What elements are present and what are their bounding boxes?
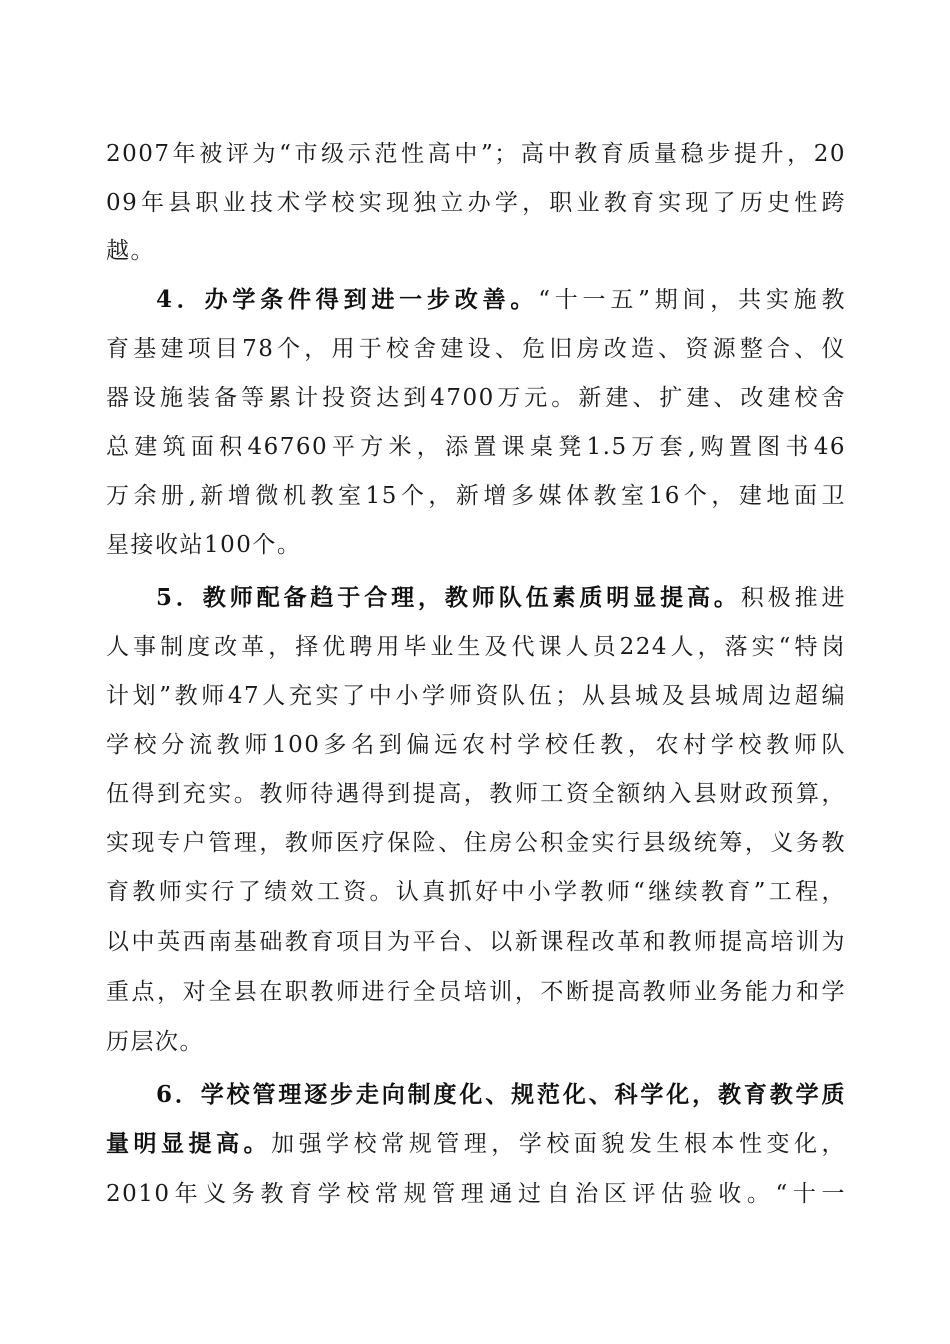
text-line: 实现专户管理，教师医疗保险、住房公积金实行县级统筹，义务教 [106, 830, 846, 856]
text-line: 2010年义务教育学校常规管理通过自治区评估验收。“十一 [106, 1181, 846, 1207]
text-line: 伍得到充实。教师待遇得到提高，教师工资全额纳入县财政预算， [106, 781, 846, 807]
text-line: 育基建项目78个，用于校舍建设、危旧房改造、资源整合、仪 [106, 336, 846, 362]
text-line: 万余册,新增微机教室15个，新增多媒体教室16个，建地面卫 [106, 483, 846, 509]
text-line: 星接收站100个。 [106, 532, 302, 558]
text-line: 2007年被评为“市级示范性高中”；高中教育质量稳步提升，20 [106, 141, 846, 167]
section-heading-line [106, 1122, 846, 1166]
text-line: 越。 [106, 238, 155, 264]
section-heading: 5．教师配备趋于合理，教师队伍素质明显提高。 [156, 584, 741, 611]
text-line: 人事制度改革，择优聘用毕业生及代课人员224人，落实“特岗 [106, 634, 846, 660]
text-line: 总建筑面积46760平方米，添置课桌凳1.5万套,购置图书46 [106, 434, 846, 460]
section-heading: 6．学校管理逐步走向制度化、规范化、科学化，教育教学质 [156, 1081, 846, 1108]
text-line: 以中英西南基础教育项目为平台、以新课程改革和教师提高培训为 [106, 929, 846, 955]
text-line: 育教师实行了绩效工资。认真抓好中小学教师“继续教育”工程， [106, 879, 846, 905]
section-heading-line [156, 278, 846, 322]
text-line: 器设施装备等累计投资达到4700万元。新建、扩建、改建校舍 [106, 385, 846, 411]
section-heading: 4．办学条件得到进一步改善。 [156, 286, 539, 313]
text-line: 重点，对全县在职教师进行全员培训，不断提高教师业务能力和学 [106, 979, 846, 1005]
text-line: 09年县职业技术学校实现独立办学，职业教育实现了历史性跨 [106, 190, 846, 216]
text-run: 积极推进 [740, 585, 846, 611]
section-heading-line [156, 1073, 846, 1117]
text-line: 计划”教师47人充实了中小学师资队伍；从县城及县城周边超编 [106, 683, 846, 709]
section-heading-line [156, 576, 846, 620]
section-heading: 量明显提高。 [106, 1130, 272, 1157]
text-line: 历层次。 [106, 1029, 204, 1055]
text-line: 学校分流教师100多名到偏远农村学校任教，农村学校教师队 [106, 732, 846, 758]
text-run: 加强学校常规管理，学校面貌发生根本性变化， [271, 1131, 846, 1157]
text-run: “十一五”期间，共实施教 [538, 287, 846, 313]
